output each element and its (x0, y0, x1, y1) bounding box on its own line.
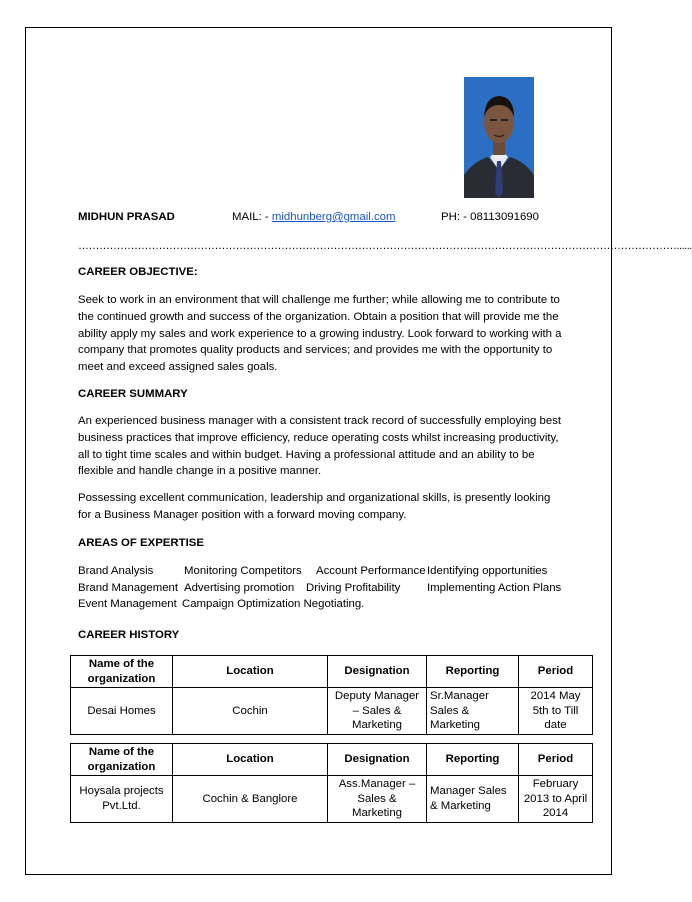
table-header-row (71, 744, 593, 776)
summary-text-2: Possessing excellent communication, leadership and organizational skills, is presently looking for a Business Manager position with a forward moving company. (78, 492, 551, 521)
header-cell: Name of the organization (71, 656, 173, 688)
header-cell: Period (519, 656, 593, 688)
period-cell: February 2013 to April 2014 (519, 776, 593, 823)
header-cell: Location (173, 744, 328, 776)
header-cell: Location (173, 656, 328, 688)
header-cell: Name of the organization (71, 744, 173, 776)
designation-cell: Deputy Manager – Sales & Marketing (328, 688, 427, 735)
email-link[interactable]: midhunberg@gmail.com (271, 211, 396, 223)
table-header-row (71, 656, 593, 688)
header-cell: Designation (328, 656, 427, 688)
history-table-2 (70, 743, 593, 823)
expertise-item: Brand Analysis (78, 565, 154, 577)
location-cell: Cochin (173, 688, 328, 735)
header-cell: Period (519, 744, 593, 776)
expertise-item: Identifying opportunities (427, 565, 548, 577)
portrait-image (464, 77, 534, 198)
email-block (232, 211, 396, 223)
designation-cell: Ass.Manager – Sales & Marketing (328, 776, 427, 823)
objective-title: CAREER OBJECTIVE: (78, 266, 198, 278)
email-label: MAIL: - (232, 211, 272, 223)
org-cell: Hoysala projects Pvt.Ltd. (71, 776, 173, 823)
expertise-item: Implementing Action Plans (427, 581, 562, 594)
dotted-separator: ………………………………………………………………………………………………………………………………………………………...... (78, 240, 692, 252)
header-cell: Reporting (427, 744, 519, 776)
org-cell: Desai Homes (71, 688, 173, 735)
expertise-item: Brand Management (78, 581, 179, 594)
summary-title: CAREER SUMMARY (78, 388, 188, 400)
header-cell: Designation (328, 744, 427, 776)
objective-text: Seek to work in an environment that will challenge me further; while allowing me to contribute to the continued growth and success of the organization. Obtain a position that will provide me the ability apply my sales and work experience to a growing industry. Look forward to working with a company that promotes quality products and services; and provides me with the opportunity to meet and exceed assigned sales goals. (78, 294, 562, 374)
table-row (71, 688, 593, 735)
expertise-item: Monitoring Competitors (184, 565, 302, 577)
summary-text-1: An experienced business manager with a consistent track record of successfully employing best business practices that improve efficiency, reduce operating costs whilst increasing productivity, all to tight time scales and within budget. Having a professional attitude and an ability to be flexible and handle change in a positive manner. (78, 415, 562, 478)
reporting-cell: Manager Sales & Marketing (427, 776, 519, 823)
history-table-1 (70, 655, 593, 735)
phone-number: PH: - 08113091690 (441, 211, 539, 223)
location-cell: Cochin & Banglore (173, 776, 328, 823)
period-cell: 2014 May 5th to Till date (519, 688, 593, 735)
candidate-name: MIDHUN PRASAD (78, 211, 175, 223)
history-title: CAREER HISTORY (78, 629, 180, 641)
expertise-item: Event Management (78, 598, 177, 610)
expertise-item: Account Performance (316, 565, 426, 577)
expertise-item: Driving Profitability (306, 581, 401, 594)
expertise-item: Advertising promotion (184, 581, 295, 594)
header-cell: Reporting (427, 656, 519, 688)
expertise-item: Campaign Optimization Negotiating. (182, 598, 365, 610)
profile-photo (464, 77, 534, 198)
expertise-title: AREAS OF EXPERTISE (78, 537, 204, 549)
reporting-cell: Sr.Manager Sales & Marketing (427, 688, 519, 735)
table-row (71, 776, 593, 823)
